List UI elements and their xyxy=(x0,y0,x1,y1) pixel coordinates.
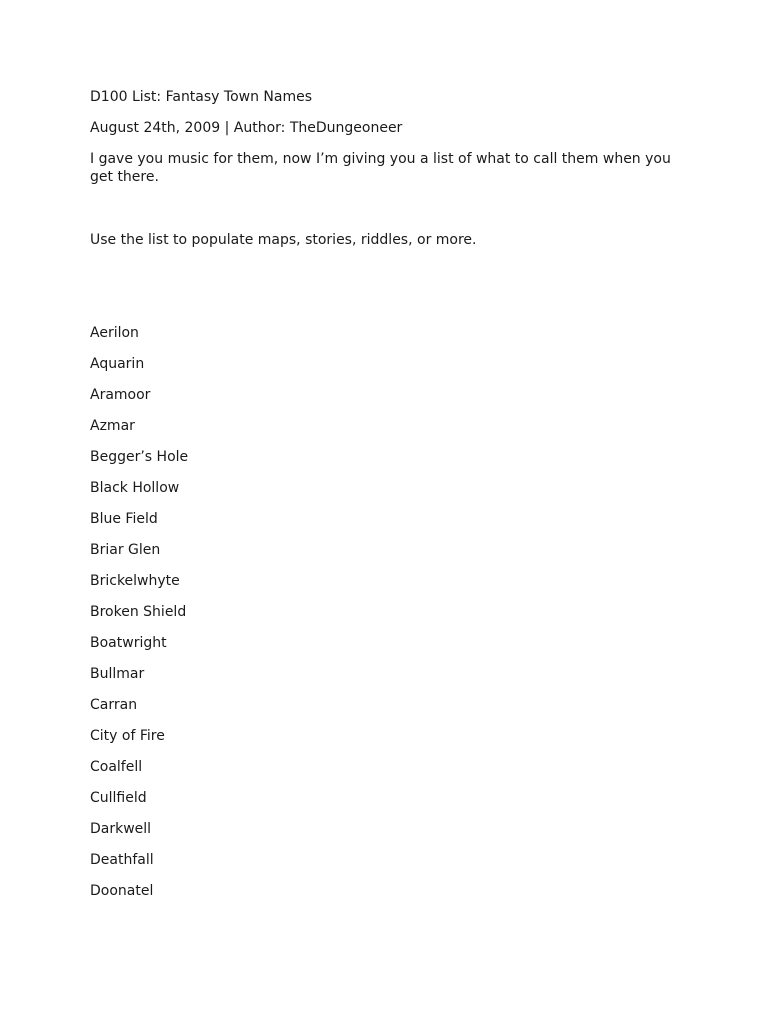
list-item: Aerilon xyxy=(90,325,139,341)
town-name-list xyxy=(90,324,188,913)
document-title: D100 List: Fantasy Town Names xyxy=(90,89,313,105)
list-item: Aquarin xyxy=(90,356,145,372)
document-page xyxy=(90,0,690,1024)
list-item: Boatwright xyxy=(90,635,167,651)
intro-paragraph: I gave you music for them, now I’m giving you a list of what to call them when you get there. xyxy=(90,151,671,185)
list-item: Azmar xyxy=(90,418,135,434)
list-item: Deathfall xyxy=(90,852,154,868)
list-item: Broken Shield xyxy=(90,604,187,620)
usage-paragraph: Use the list to populate maps, stories, riddles, or more. xyxy=(90,232,477,248)
list-item: Black Hollow xyxy=(90,480,180,496)
list-item: Cullfield xyxy=(90,790,147,806)
list-item: Carran xyxy=(90,697,138,713)
list-item: Doonatel xyxy=(90,883,154,899)
list-item: Blue Field xyxy=(90,511,158,527)
list-item: Briar Glen xyxy=(90,542,161,558)
list-item: City of Fire xyxy=(90,728,165,744)
list-item: Brickelwhyte xyxy=(90,573,180,589)
list-item: Begger’s Hole xyxy=(90,449,189,465)
list-item: Coalfell xyxy=(90,759,143,775)
list-item: Bullmar xyxy=(90,666,145,682)
list-item: Darkwell xyxy=(90,821,152,837)
document-meta: August 24th, 2009 | Author: TheDungeoneer xyxy=(90,120,403,136)
list-item: Aramoor xyxy=(90,387,151,403)
